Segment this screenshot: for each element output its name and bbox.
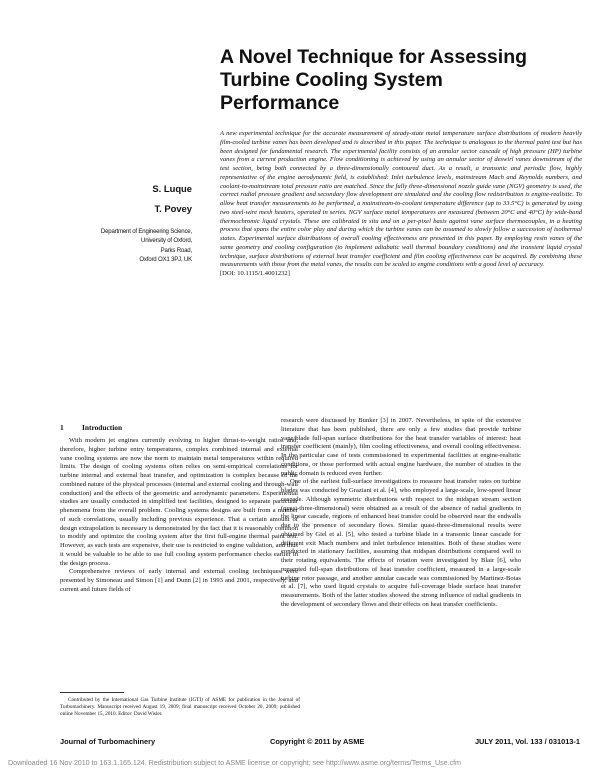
- doi-link[interactable]: [DOI: 10.1115/1.4001232]: [220, 270, 290, 277]
- affiliation-line: Department of Engineering Science,: [100, 228, 192, 235]
- footnote-divider: [60, 692, 124, 693]
- body-paragraph: Comprehensive reviews of early internal and external cooling techniques were presented by Simoneau and Simon [1] and Dunn [2] in 1993 and 2001, respectively, and current and future fields of: [60, 568, 298, 593]
- affiliation-line: Parks Road,: [160, 246, 192, 254]
- article-title: [220, 46, 580, 115]
- footer-journal: Journal of Turbomachinery: [60, 737, 156, 746]
- footnote: Contributed by the International Gas Turbine Institute (IGTI) of ASME for publication in the Journal of Turbomachinery. Manuscript received August 19, 2009; final manuscript received October 20, 2009; published online November 15, 2010. Editor: David Wisler.: [60, 697, 300, 718]
- abstract-text: A new experimental technique for the accurate measurement of steady-state metal temperature surface distributions of modern heavily film-cooled turbine vanes has been developed and is described in this paper. The technique is analogous to the thermal paint test but has been designed for fundamental research. The experimental facility consists of an annular sector cascade of high pressure (HP) turbine vanes from a current production engine. Flow conditioning is achieved by using an annular sector of deswirl vanes downstream of the test section, being both connected by a three-dimensionally contoured duct. As a result, a transonic and periodic flow, highly representative of the engine aerodynamic field, is established: Inlet turbulence levels, mainstream Mach and Reynolds numbers, and coolant-to-mainstream total pressure ratio are matched. Since the fully three-dimensional nozzle guide vane (NGV) geometry is used, the correct radial pressure gradient and secondary flow development are simulated and the cooling flow redistribution is engine-realistic. To allow heat transfer measurements to be performed, a mainstream-to-coolant temperature difference (up to 33.5°C) is generated by using two steel-wire mesh heaters, operated in series. NGV surface metal temperatures are measured (between 20°C and 40°C) by wide-band thermochromic liquid crystals. These are calibrated in situ and on a per-pixel basis against vane surface thermocouples, in a heating process that spans the entire color play and during which the turbine vanes can be assumed to slowly follow a succession of isothermal states. Experimental surface distributions of overall cooling effectiveness are presented in this paper. By employing resin vanes of the same geometry and cooling configuration (to implement adiabatic wall thermal boundary conditions) and the transient liquid crystal technique, surface distributions of external heat transfer coefficient and film cooling effectiveness can be acquired. By combining these measurements with those from the metal vanes, the results can be scaled to engine conditions with a good level of accuracy.: [220, 130, 582, 269]
- title-line: Performance: [220, 92, 340, 114]
- body-paragraph: research were discussed by Bunker [3] in 2007. Nevertheless, in spite of the extensive literature that has been published, there are only a few studies that provide turbine vane/blade full-span surface distributions for the heat transfer variables of interest: heat transfer coefficient (mainly), film cooling effectiveness, and overall cooling effectiveness. In the particular case of tests commissioned in experimental facilities at engine-realistic conditions, or those performed with actual engine hardware, the number of studies in the public domain is reduced even further.: [281, 417, 521, 477]
- section-number: 1: [60, 423, 64, 432]
- affiliation-line: University of Oxford,: [141, 237, 192, 245]
- section-heading: [60, 423, 122, 432]
- footer-issue: JULY 2011, Vol. 133 / 031013-1: [474, 737, 580, 746]
- author-name: T. Povey: [154, 203, 192, 214]
- author-affiliation: [60, 227, 192, 265]
- download-notice: Downloaded 16 Nov 2010 to 163.1.165.124. Redistribution subject to ASME license or copyright; see http://www.asme.org/terms/Terms_Use.cfm: [8, 758, 461, 767]
- affiliation-line: Oxford OX1 3PJ, UK: [139, 256, 192, 264]
- page-footer: [60, 737, 580, 749]
- abstract: [220, 130, 582, 279]
- left-column: [60, 437, 298, 595]
- author-name: S. Luque: [152, 183, 192, 194]
- title-line: A Novel Technique for Assessing: [220, 46, 528, 68]
- body-paragraph: One of the earliest full-surface investigations to measure heat transfer rates on turbine blades was conducted by Graziani et al. [4], who employed a large-scale, low-speed linear cascade. Although symmetric distributions with respect to the midspan stream section (quasi-three-dimensional) were obtained as a result of the absence of radial gradients in the linear cascade, regions of enhanced heat transfer could be observed near the endwalls due to the presence of secondary flows. Similar quasi-three-dimensional results were obtained by Giel et al. [5], who tested a turbine blade in a transonic linear cascade for different exit Mach numbers and inlet turbulence intensities. Both of these studies were conducted in stationary facilities, assuming that midspan distributions compared well to their rotating equivalents. The effects of rotation were investigated by Blair [6], who presented full-span distributions of heat transfer coefficient, measured in a large-scale turbine rotor passage, and another annular cascade was commissioned by Martinez-Botas et al. [7], who used liquid crystals to acquire full-coverage blade surface heat transfer measurements. Both of the latter studies showed the strong influence of radial gradients in the development of secondary flows and their effects on heat transfer coefficients.: [281, 478, 521, 608]
- section-title: Introduction: [82, 423, 123, 432]
- body-paragraph: With modern jet engines currently evolving to higher thrust-to-weight ratios and, therefore, higher turbine entry temperatures, complex combined internal and external vane cooling systems are now the norm to maintain metal temperatures within required limits. The design of cooling systems often relies on semi-empirical correlations for turbine internal and external heat transfer, and optimization is complex because of the combined nature of the physical processes (internal and external cooling and through-wall conduction) and the effects of the geometric and aerodynamic parameters. Experimental studies are usually conducted in simplified test facilities, designed to separate particular phenomena from the overall problem. Cooling systems designs are built from a number of such correlations, usually including previous experience. That a certain amount of design extrapolation is necessary is demonstrated by the fact that it is reasonably common to modify and optimize the cooling system after the first full-engine thermal paint test. However, as such tests are expensive, their use is restricted to engine validation, and thus it would be valuable to be able to use full cooling system performance checks earlier in the design process.: [60, 437, 298, 567]
- footer-copyright: Copyright © 2011 by ASME: [270, 737, 365, 746]
- right-column: [281, 417, 521, 610]
- title-line: Turbine Cooling System: [220, 69, 443, 91]
